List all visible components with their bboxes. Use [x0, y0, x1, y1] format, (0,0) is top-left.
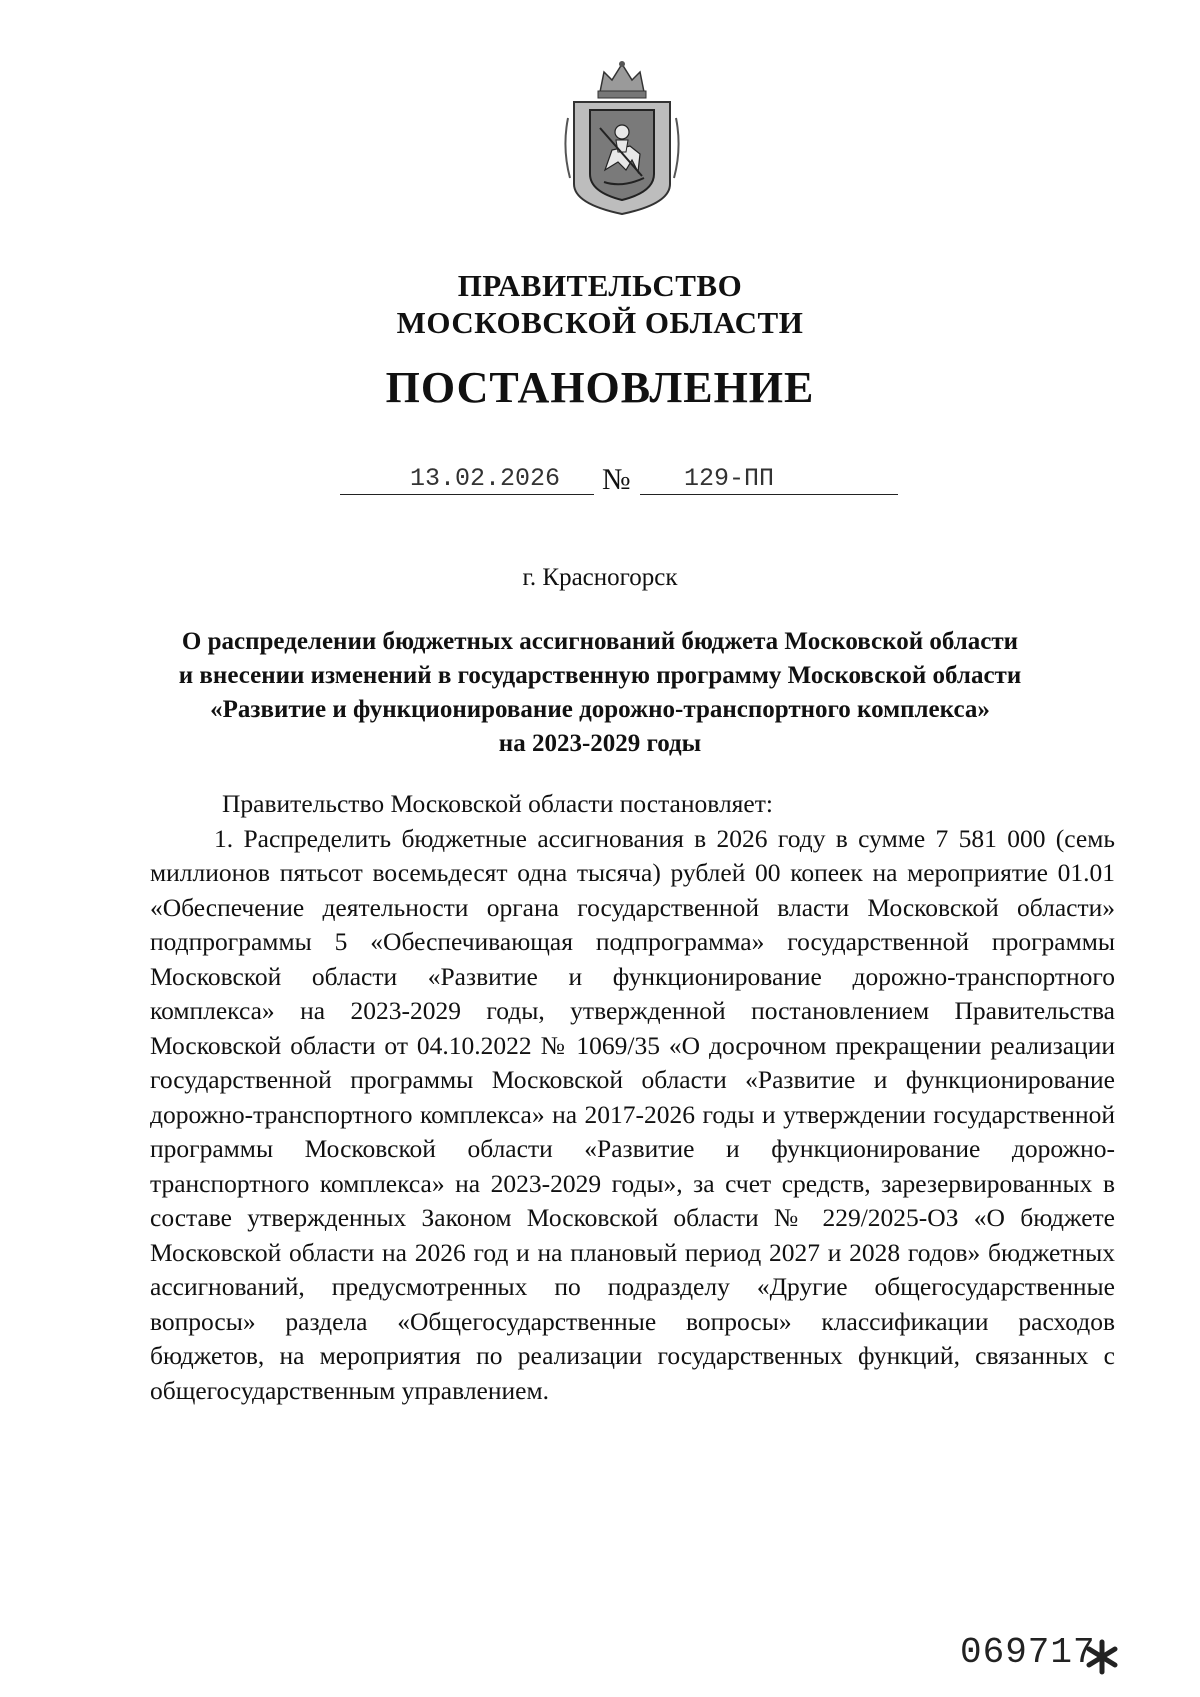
date-underline	[340, 494, 594, 495]
title-line: «Развитие и функционирование дорожно-транспортного комплекса»	[210, 696, 990, 723]
moscow-oblast-coat-of-arms-icon	[560, 58, 684, 218]
form-serial-number: 069717	[960, 1632, 1096, 1673]
title-line: О распределении бюджетных ассигнований бюджета Московской области	[181, 628, 1019, 655]
title-line: и внесении изменений в государственную программу Московской области	[178, 662, 1022, 689]
government-name-line1: ПРАВИТЕЛЬСТВО	[457, 268, 743, 303]
number-underline	[640, 494, 898, 495]
document-title	[0, 625, 1200, 761]
title-line: на 2023-2029 годы	[498, 730, 702, 757]
number-sign: №	[602, 463, 631, 496]
asterisk-star-icon	[1082, 1637, 1122, 1677]
resolution-intro: Правительство Московской области постановляет:	[222, 789, 773, 818]
government-name-line2: МОСКОВСКОЙ ОБЛАСТИ	[396, 305, 804, 340]
resolution-paragraph-1: 1. Распределить бюджетные ассигнования в 2026 году в сумме 7 581 000 (семь миллионов пятьсот восемьдесят одна тысяча) рублей 00 копеек на мероприятие 01.01 «Обеспечение деятельности органа государственной власти Московской области» подпрограммы 5 «Обеспечивающая подпрограмма» государственной программы Московской области «Развитие и функционирование дорожно-транспортного комплекса» на 2023-2029 годы, утвержденной постановлением Правительства Московской области от 04.10.2022 № 1069/35 «О досрочном прекращении реализации государственной программы Московской области «Развитие и функционирование дорожно-транспортного комплекса» на 2017-2026 годы и утверждении государственной программы Московской области «Развитие и функционирование дорожно-транспортного комплекса» на 2023-2029 годы», за счет средств, зарезервированных в составе утвержденных Законом Московской области № 229/2025-ОЗ «О бюджете Московской области на 2026 год и на плановый период 2027 и 2028 годов» бюджетных ассигнований, предусмотренных по подразделу «Другие общегосударственные вопросы» раздела «Общегосударственные вопросы» классификации расходов бюджетов, на мероприятия по реализации государственных функций, связанных с общегосударственным управлением.	[150, 823, 1115, 1405]
document-body	[150, 787, 1115, 1408]
city-name: г. Красногорск	[522, 564, 678, 591]
document-date: 13.02.2026	[410, 464, 561, 493]
document-number: 129-ПП	[684, 464, 775, 493]
document-type-heading: ПОСТАНОВЛЕНИЕ	[385, 363, 815, 412]
